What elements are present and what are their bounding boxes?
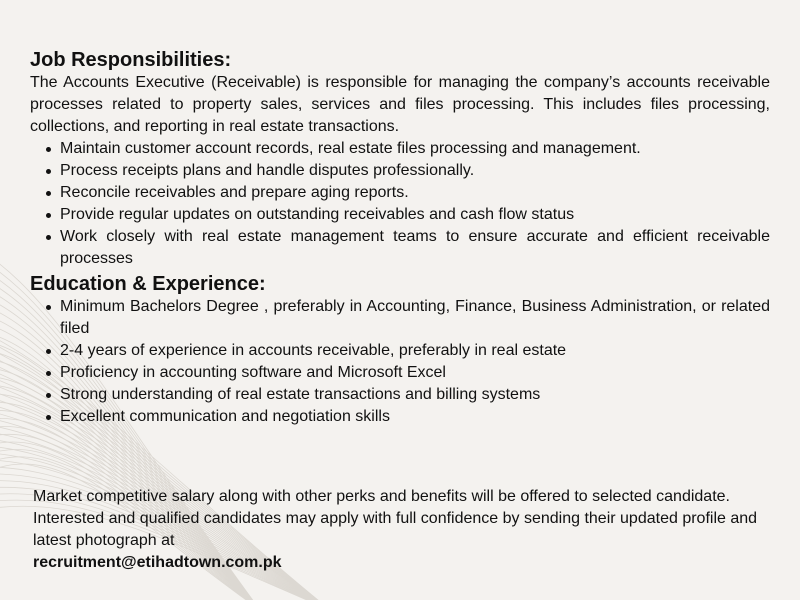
list-item: Excellent communication and negotiation skills — [60, 406, 770, 428]
job-responsibilities-list — [30, 138, 770, 270]
education-experience-heading: Education & Experience: — [30, 273, 266, 295]
list-item: Maintain customer account records, real estate files processing and management. — [60, 138, 770, 160]
job-posting-body — [30, 48, 770, 428]
recruitment-email-link[interactable]: recruitment@etihadtown.com.pk — [33, 554, 282, 571]
application-footer — [33, 486, 773, 574]
job-responsibilities-heading: Job Responsibilities: — [30, 49, 232, 71]
list-item: 2-4 years of experience in accounts receivable, preferably in real estate — [60, 340, 770, 362]
education-experience-list — [30, 296, 770, 428]
list-item: Strong understanding of real estate transactions and billing systems — [60, 384, 770, 406]
list-item: Minimum Bachelors Degree , preferably in Accounting, Finance, Business Administration, or related filed — [60, 296, 770, 340]
list-item: Proficiency in accounting software and Microsoft Excel — [60, 362, 770, 384]
list-item: Work closely with real estate management teams to ensure accurate and efficient receivable processes — [60, 226, 770, 270]
footer-text: Market competitive salary along with other perks and benefits will be offered to selected candidate. Interested and qualified candidates may apply with full confidence by sending their updated profile and latest photograph at — [33, 488, 758, 549]
list-item: Reconcile receivables and prepare aging reports. — [60, 182, 770, 204]
list-item: Provide regular updates on outstanding receivables and cash flow status — [60, 204, 770, 226]
list-item: Process receipts plans and handle disputes professionally. — [60, 160, 770, 182]
job-responsibilities-intro: The Accounts Executive (Receivable) is responsible for managing the company’s accounts receivable processes related to property sales, services and files processing. This includes files processing, collections, and reporting in real estate transactions. — [30, 74, 770, 135]
